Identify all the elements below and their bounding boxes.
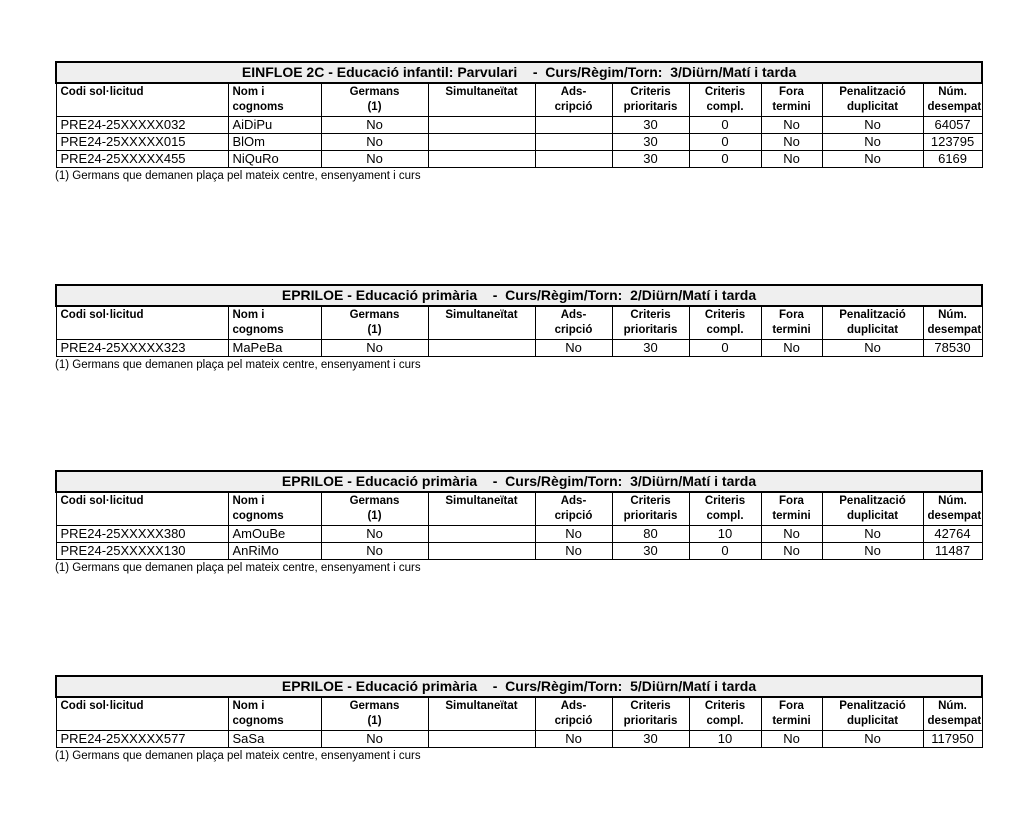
cell-germans: No <box>321 151 428 168</box>
cell-adscripcio <box>535 134 612 151</box>
cell-desempat: 6169 <box>923 151 982 168</box>
header-adscripcio: Ads- cripció <box>535 306 612 340</box>
cell-desempat: 78530 <box>923 340 982 357</box>
table-title: EINFLOE 2C - Educació infantil: Parvulari - Curs/Règim/Torn: 3/Diürn/Matí i tarda <box>56 62 982 83</box>
cell-fora: No <box>761 340 822 357</box>
cell-prioritaris: 30 <box>612 731 689 748</box>
table-block-epriloe-3 <box>55 470 981 575</box>
header-germans: Germans (1) <box>321 492 428 526</box>
header-num-desempat: Núm. desempat <box>923 306 982 340</box>
cell-simultaneitat <box>428 117 535 134</box>
cell-codi: PRE24-25XXXXX032 <box>56 117 228 134</box>
header-nom: Nom i cognoms <box>228 697 321 731</box>
header-criteris-prioritaris: Criteris prioritaris <box>612 306 689 340</box>
cell-compl: 0 <box>689 543 761 560</box>
header-simultaneitat: Simultaneïtat <box>428 306 535 340</box>
table-row <box>56 151 982 168</box>
cell-fora: No <box>761 543 822 560</box>
cell-desempat: 117950 <box>923 731 982 748</box>
table-title: EPRILOE - Educació primària - Curs/Règim/Torn: 2/Diürn/Matí i tarda <box>56 285 982 306</box>
cell-fora: No <box>761 151 822 168</box>
cell-compl: 0 <box>689 134 761 151</box>
cell-simultaneitat <box>428 526 535 543</box>
cell-penalitzacio: No <box>822 340 923 357</box>
header-criteris-compl: Criteris compl. <box>689 83 761 117</box>
cell-compl: 0 <box>689 151 761 168</box>
header-penalitzacio: Penalització duplicitat <box>822 697 923 731</box>
cell-fora: No <box>761 526 822 543</box>
results-table <box>55 675 983 748</box>
header-row <box>56 83 982 117</box>
header-row <box>56 492 982 526</box>
header-penalitzacio: Penalització duplicitat <box>822 306 923 340</box>
header-codi: Codi sol·licitud <box>56 306 228 340</box>
cell-penalitzacio: No <box>822 731 923 748</box>
table-row <box>56 117 982 134</box>
cell-nom: AiDiPu <box>228 117 321 134</box>
cell-adscripcio <box>535 117 612 134</box>
cell-codi: PRE24-25XXXXX577 <box>56 731 228 748</box>
table-row <box>56 134 982 151</box>
header-row <box>56 306 982 340</box>
results-table <box>55 284 983 357</box>
footnote: (1) Germans que demanen plaça pel mateix centre, ensenyament i curs <box>55 750 421 762</box>
header-adscripcio: Ads- cripció <box>535 697 612 731</box>
cell-penalitzacio: No <box>822 134 923 151</box>
footnote: (1) Germans que demanen plaça pel mateix centre, ensenyament i curs <box>55 562 421 574</box>
cell-codi: PRE24-25XXXXX323 <box>56 340 228 357</box>
cell-compl: 10 <box>689 526 761 543</box>
cell-simultaneitat <box>428 731 535 748</box>
cell-simultaneitat <box>428 543 535 560</box>
cell-adscripcio: No <box>535 526 612 543</box>
cell-penalitzacio: No <box>822 526 923 543</box>
table-row <box>56 340 982 357</box>
table-row <box>56 526 982 543</box>
table-block-einfloe-3 <box>55 61 981 183</box>
header-nom: Nom i cognoms <box>228 492 321 526</box>
cell-nom: MaPeBa <box>228 340 321 357</box>
cell-germans: No <box>321 134 428 151</box>
table-block-epriloe-2 <box>55 284 981 372</box>
header-simultaneitat: Simultaneïtat <box>428 492 535 526</box>
cell-prioritaris: 30 <box>612 117 689 134</box>
cell-desempat: 11487 <box>923 543 982 560</box>
cell-nom: AnRiMo <box>228 543 321 560</box>
cell-prioritaris: 80 <box>612 526 689 543</box>
header-germans: Germans (1) <box>321 697 428 731</box>
header-penalitzacio: Penalització duplicitat <box>822 492 923 526</box>
table-row <box>56 731 982 748</box>
table-block-epriloe-5 <box>55 675 981 763</box>
header-nom: Nom i cognoms <box>228 83 321 117</box>
table-row <box>56 543 982 560</box>
cell-prioritaris: 30 <box>612 543 689 560</box>
cell-penalitzacio: No <box>822 543 923 560</box>
cell-adscripcio: No <box>535 340 612 357</box>
table-title: EPRILOE - Educació primària - Curs/Règim/Torn: 3/Diürn/Matí i tarda <box>56 471 982 492</box>
header-fora-termini: Fora termini <box>761 492 822 526</box>
cell-simultaneitat <box>428 134 535 151</box>
cell-germans: No <box>321 117 428 134</box>
header-criteris-prioritaris: Criteris prioritaris <box>612 83 689 117</box>
cell-compl: 0 <box>689 117 761 134</box>
cell-codi: PRE24-25XXXXX015 <box>56 134 228 151</box>
header-num-desempat: Núm. desempat <box>923 697 982 731</box>
cell-desempat: 42764 <box>923 526 982 543</box>
header-criteris-compl: Criteris compl. <box>689 492 761 526</box>
header-simultaneitat: Simultaneïtat <box>428 83 535 117</box>
cell-codi: PRE24-25XXXXX130 <box>56 543 228 560</box>
results-table <box>55 61 983 168</box>
cell-compl: 10 <box>689 731 761 748</box>
header-penalitzacio: Penalització duplicitat <box>822 83 923 117</box>
cell-codi: PRE24-25XXXXX380 <box>56 526 228 543</box>
cell-desempat: 64057 <box>923 117 982 134</box>
header-fora-termini: Fora termini <box>761 306 822 340</box>
footnote: (1) Germans que demanen plaça pel mateix centre, ensenyament i curs <box>55 359 421 371</box>
header-codi: Codi sol·licitud <box>56 492 228 526</box>
header-codi: Codi sol·licitud <box>56 697 228 731</box>
cell-germans: No <box>321 731 428 748</box>
header-criteris-prioritaris: Criteris prioritaris <box>612 697 689 731</box>
cell-fora: No <box>761 731 822 748</box>
cell-penalitzacio: No <box>822 117 923 134</box>
header-codi: Codi sol·licitud <box>56 83 228 117</box>
header-criteris-prioritaris: Criteris prioritaris <box>612 492 689 526</box>
cell-adscripcio: No <box>535 731 612 748</box>
header-adscripcio: Ads- cripció <box>535 492 612 526</box>
cell-prioritaris: 30 <box>612 134 689 151</box>
header-germans: Germans (1) <box>321 306 428 340</box>
header-nom: Nom i cognoms <box>228 306 321 340</box>
header-criteris-compl: Criteris compl. <box>689 697 761 731</box>
cell-nom: SaSa <box>228 731 321 748</box>
cell-desempat: 123795 <box>923 134 982 151</box>
cell-adscripcio <box>535 151 612 168</box>
header-criteris-compl: Criteris compl. <box>689 306 761 340</box>
cell-germans: No <box>321 526 428 543</box>
cell-nom: NiQuRo <box>228 151 321 168</box>
cell-germans: No <box>321 340 428 357</box>
cell-nom: AmOuBe <box>228 526 321 543</box>
footnote: (1) Germans que demanen plaça pel mateix centre, ensenyament i curs <box>55 170 421 182</box>
cell-simultaneitat <box>428 151 535 168</box>
header-adscripcio: Ads- cripció <box>535 83 612 117</box>
cell-prioritaris: 30 <box>612 151 689 168</box>
header-num-desempat: Núm. desempat <box>923 83 982 117</box>
cell-adscripcio: No <box>535 543 612 560</box>
cell-compl: 0 <box>689 340 761 357</box>
header-fora-termini: Fora termini <box>761 83 822 117</box>
cell-fora: No <box>761 134 822 151</box>
cell-nom: BlOm <box>228 134 321 151</box>
header-fora-termini: Fora termini <box>761 697 822 731</box>
cell-codi: PRE24-25XXXXX455 <box>56 151 228 168</box>
header-simultaneitat: Simultaneïtat <box>428 697 535 731</box>
header-num-desempat: Núm. desempat <box>923 492 982 526</box>
results-table <box>55 470 983 560</box>
header-germans: Germans (1) <box>321 83 428 117</box>
cell-fora: No <box>761 117 822 134</box>
header-row <box>56 697 982 731</box>
cell-penalitzacio: No <box>822 151 923 168</box>
cell-simultaneitat <box>428 340 535 357</box>
cell-germans: No <box>321 543 428 560</box>
cell-prioritaris: 30 <box>612 340 689 357</box>
table-title: EPRILOE - Educació primària - Curs/Règim/Torn: 5/Diürn/Matí i tarda <box>56 676 982 697</box>
